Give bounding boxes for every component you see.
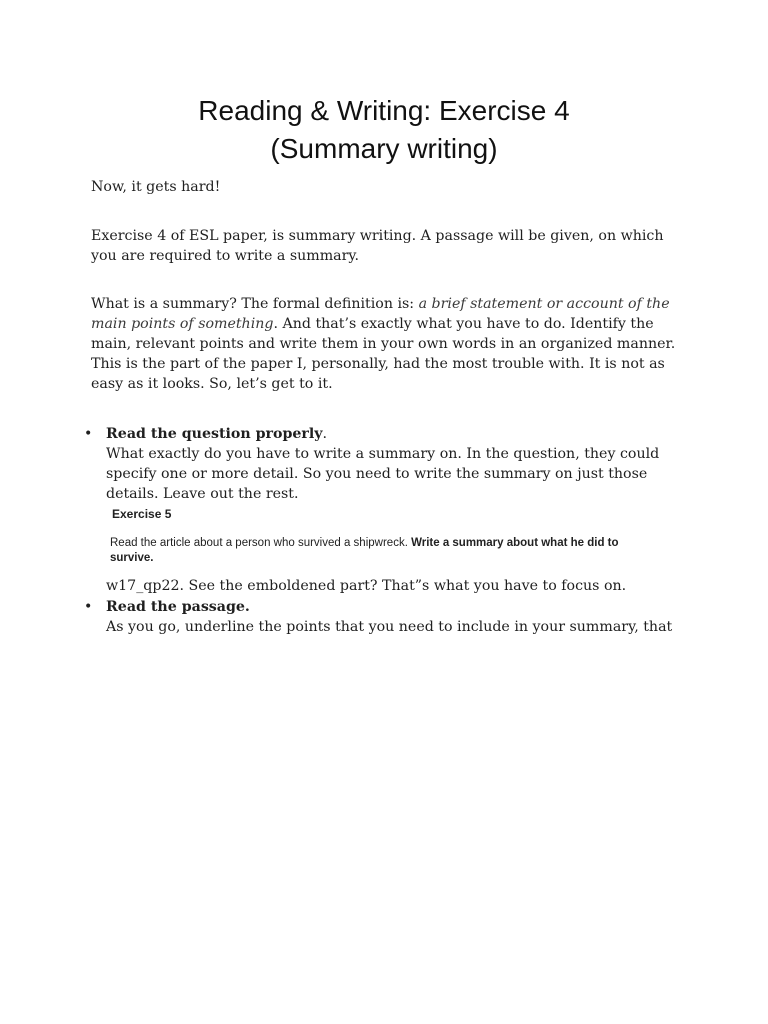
para2-line-1: What is a summary? The formal definition is: a brief statement or account of the: [91, 296, 670, 312]
bullet-icon: •: [84, 426, 93, 442]
definition-italic-2: main points of something: [91, 316, 274, 332]
para1-line-1: Exercise 4 of ESL paper, is summary writing. A passage will be given, on which: [91, 228, 664, 244]
exercise-screenshot: [110, 507, 700, 566]
tips-list-1: [80, 424, 700, 504]
caption-paragraph: w17_qp22. See the emboldened part? That”s what you have to focus on.: [106, 578, 627, 594]
tips-list-2: [80, 597, 700, 637]
title-line-2: (Summary writing): [270, 133, 498, 164]
title-line-1: Reading & Writing: Exercise 4: [198, 95, 570, 126]
exercise-description-paragraph: [91, 226, 691, 266]
para2-line-4: This is the part of the paper I, personally, had the most trouble with. It is not as: [91, 356, 665, 372]
intro-paragraph: Now, it gets hard!: [91, 179, 221, 195]
list-item: • Read the passage. As you go, underline the points that you need to include in your summary, that: [84, 599, 673, 635]
para2-line-3: main, relevant points and write them in your own words in an organized manner.: [91, 336, 676, 352]
bullet-heading: Read the question properly: [106, 426, 323, 442]
list-item: • Read the question properly. What exactly do you have to write a summary on. In the question, they could specify one or more detail. So you need to write the summary on just those details. Leave out the rest.: [84, 426, 660, 502]
para1-line-2: you are required to write a summary.: [91, 248, 360, 264]
summary-definition-paragraph: [91, 294, 691, 394]
bullet-icon: •: [84, 599, 93, 615]
exercise-instruction-line-2: survive.: [110, 552, 154, 564]
bullet-heading: Read the passage.: [106, 599, 250, 615]
exercise-title: Exercise 5: [112, 507, 172, 521]
exercise-instruction-line-1: Read the article about a person who survived a shipwreck. Write a summary about what he did to: [110, 537, 619, 549]
page-title: [0, 92, 768, 168]
para2-line-2: main points of something. And that’s exactly what you have to do. Identify the: [91, 316, 654, 332]
definition-italic-1: a brief statement or account of the: [418, 296, 670, 312]
para2-line-5: easy as it looks. So, let’s get to it.: [91, 376, 333, 392]
